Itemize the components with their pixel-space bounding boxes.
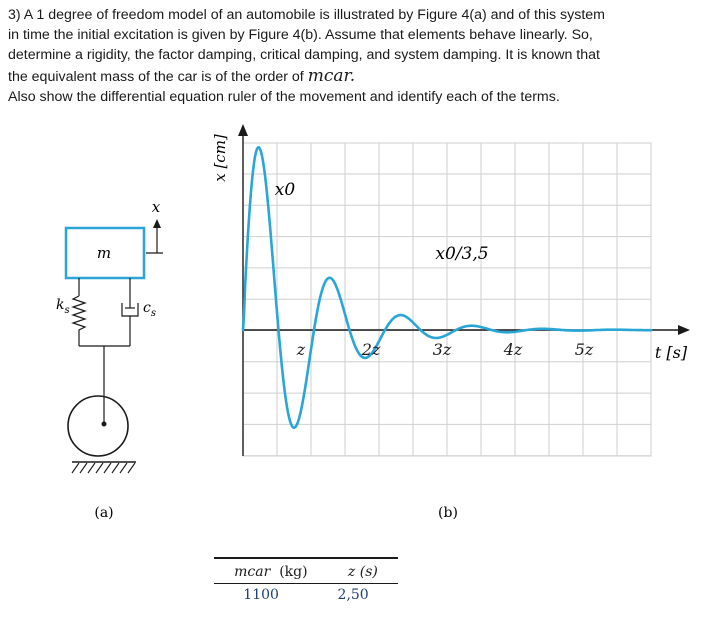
mass-label: m	[96, 244, 112, 262]
figure-b-caption: (b)	[438, 505, 458, 521]
table-value-z: 2,50	[337, 587, 369, 603]
problem-line-4-text: the equivalent mass of the car is of the order of	[8, 68, 304, 85]
ground-hatch	[72, 463, 135, 473]
tick-label-1: z	[296, 340, 306, 359]
wheel-icon	[68, 396, 128, 456]
y-axis-arrow	[238, 124, 248, 136]
data-table	[214, 557, 398, 603]
x-label: x	[151, 198, 161, 216]
mcar-symbol: mcar.	[307, 65, 356, 86]
table-header-mcar-symbol: mcar	[234, 564, 271, 580]
plot-grid	[243, 143, 651, 456]
table-header-row	[214, 559, 398, 580]
figure-a-caption: (a)	[94, 505, 114, 521]
problem-line-1: 3) A 1 degree of freedom model of an automobile is illustrated by Figure 4(a) and of this system	[8, 7, 605, 23]
x-arrow-head	[153, 219, 161, 228]
problem-line-2: in time the initial excitation is given by Figure 4(b). Assume that elements behave linearly. So,	[8, 27, 593, 44]
figure-b	[211, 124, 690, 521]
table-header-z: z (s)	[347, 564, 378, 580]
problem-line-3: determine a rigidity, the factor damping, critical damping, and system damping. It is known that	[8, 47, 600, 64]
x-axis-label: t [s]	[654, 343, 688, 362]
y-axis-label: x [cm]	[211, 134, 229, 182]
peak-label: x0	[274, 180, 296, 200]
x-axis-arrow	[678, 325, 690, 335]
table-value-mcar: 1100	[243, 587, 279, 603]
tick-label-3: 3z	[432, 340, 452, 359]
wheel-hub	[102, 422, 107, 427]
tick-label-5: 5z	[574, 340, 594, 359]
spring-label-sub: s	[64, 305, 70, 316]
table-value-row	[214, 584, 398, 603]
figure-a	[56, 198, 163, 521]
spring-label: $k_s$	[56, 297, 70, 316]
spring-icon	[73, 296, 85, 346]
table-header-mcar-unit: (kg)	[279, 564, 308, 580]
damper-label: $c_s$	[143, 300, 156, 319]
problem-line-5: Also show the differential equation ruler of the movement and identify each of the terms.	[8, 88, 560, 105]
table-header-mcar	[234, 564, 307, 580]
tick-label-2: 2z	[361, 340, 381, 359]
tick-label-4: 4z	[503, 340, 523, 359]
damper-label-sub: s	[150, 308, 156, 319]
second-peak-label: x0/3,5	[435, 244, 489, 264]
